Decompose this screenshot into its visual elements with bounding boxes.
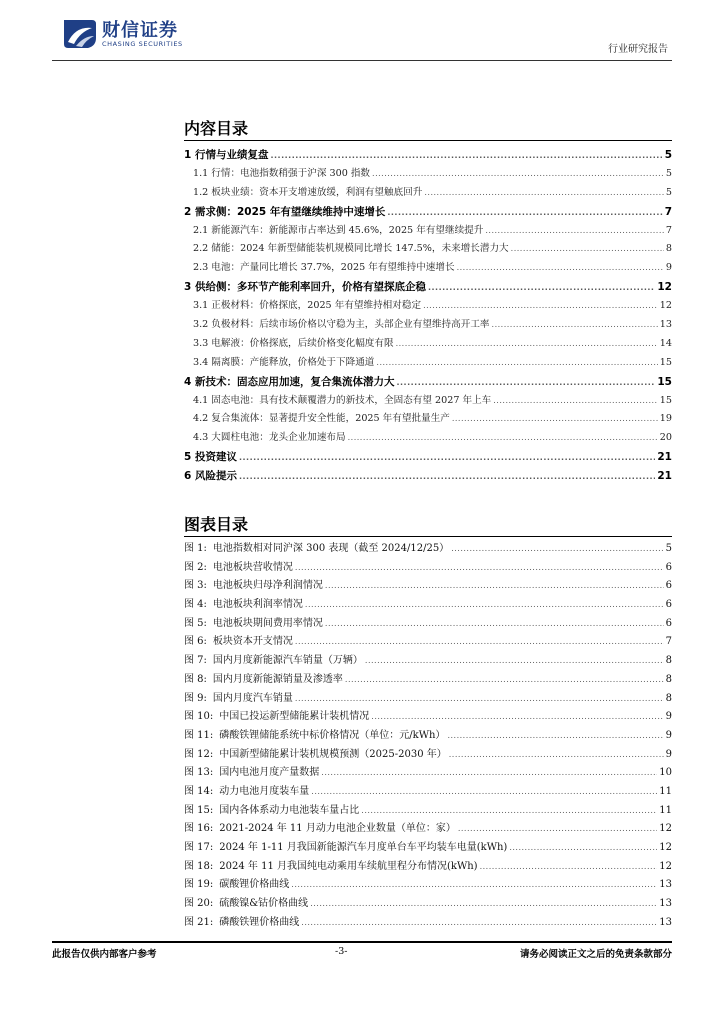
figure-entry[interactable] xyxy=(184,708,672,727)
figure-entry-page: 11 xyxy=(659,804,672,816)
figures-title: 图表目录 xyxy=(184,515,249,534)
figure-entry-label: 图 18: xyxy=(184,860,214,872)
dot-leader xyxy=(493,392,658,411)
footer-disclaimer-left: 此报告仅供内部客户参考 xyxy=(52,949,157,960)
toc-entry[interactable] xyxy=(184,165,672,184)
figure-entry-page: 6 xyxy=(665,599,672,611)
figure-entry-label: 图 17: xyxy=(184,842,214,853)
figure-entry[interactable] xyxy=(184,596,672,615)
figure-entry-page: 8 xyxy=(665,655,672,667)
figure-entry[interactable] xyxy=(184,633,672,652)
figure-entry-label: 图 16: xyxy=(184,823,214,835)
figure-entry[interactable] xyxy=(184,671,672,690)
figure-entry-label: 图 8: xyxy=(184,673,207,685)
dot-leader xyxy=(291,876,657,895)
toc-entry[interactable] xyxy=(184,240,672,259)
figure-entry[interactable] xyxy=(184,559,672,578)
figure-entry-text: 板块资本开支情况 xyxy=(212,636,293,648)
figure-entry[interactable] xyxy=(184,783,672,802)
toc-title: 内容目录 xyxy=(184,119,249,138)
figure-entry-text: 电池板块利润率情况 xyxy=(212,599,303,611)
figure-entry[interactable] xyxy=(184,839,672,858)
dot-leader xyxy=(509,839,657,858)
dot-leader xyxy=(376,354,657,373)
toc-entry[interactable] xyxy=(184,316,672,335)
toc-entry-page: 8 xyxy=(665,243,672,255)
figure-entry-label: 图 13: xyxy=(184,767,214,779)
figure-entry-label: 图 11: xyxy=(184,729,214,741)
dot-leader xyxy=(458,820,657,839)
toc-entry[interactable] xyxy=(184,373,672,392)
page-header xyxy=(0,0,724,64)
page-number: -3- xyxy=(335,946,348,957)
figure-entry-text: 2024 年 1-11 月我国新能源汽车月度单台车平均装车电量(kWh) xyxy=(219,842,508,853)
dot-leader xyxy=(310,895,657,914)
dot-leader xyxy=(457,259,664,278)
toc-entry[interactable] xyxy=(184,392,672,411)
dot-leader xyxy=(311,783,657,802)
figure-entry-text: 动力电池月度装车量 xyxy=(219,785,310,797)
toc-entry[interactable] xyxy=(184,222,672,241)
figure-entry-page: 8 xyxy=(665,692,672,704)
dot-leader xyxy=(270,147,662,165)
figure-entry-text: 国内月度新能源汽车销量（万辆） xyxy=(212,655,363,667)
figure-entry-label: 图 21: xyxy=(184,916,214,928)
toc-entry-text: 2.1 新能源汽车：新能源市占率达到 45.6%，2025 年有望继续提升 xyxy=(193,224,484,236)
figure-entry-label: 图 10: xyxy=(184,711,214,723)
toc-entry-page: 5 xyxy=(664,149,672,161)
figure-entry-page: 13 xyxy=(659,916,672,928)
figure-entry-page: 8 xyxy=(665,673,672,685)
figure-entry[interactable] xyxy=(184,727,672,746)
dot-leader xyxy=(449,746,664,765)
figure-entry[interactable] xyxy=(184,540,672,559)
toc-entry-text: 3 供给侧：多环节产能利率回升，价格有望探底企稳 xyxy=(184,281,426,294)
figure-entry[interactable] xyxy=(184,876,672,895)
toc-entry-page: 15 xyxy=(659,394,672,406)
dot-leader xyxy=(345,671,664,690)
figure-entry-text: 国内月度新能源销量及渗透率 xyxy=(212,673,343,685)
figure-entry-text: 中国已投运新型储能累计装机情况 xyxy=(219,711,370,723)
header-divider xyxy=(52,60,672,61)
figure-entry-page: 6 xyxy=(665,580,672,592)
table-of-contents xyxy=(184,146,672,486)
figure-entry[interactable] xyxy=(184,690,672,709)
figure-entry-page: 10 xyxy=(659,767,672,779)
figure-entry-page: 12 xyxy=(659,860,672,872)
toc-entry-page: 15 xyxy=(659,356,672,368)
toc-entry-text: 3.4 隔离膜：产能释放，价格处于下降通道 xyxy=(193,356,375,368)
toc-entry-text: 4 新技术：固态应用加速，复合集流体潜力大 xyxy=(184,375,395,388)
dot-leader xyxy=(451,540,663,559)
dot-leader xyxy=(325,577,664,596)
dot-leader xyxy=(511,240,664,259)
dot-leader xyxy=(485,222,664,241)
dot-leader xyxy=(348,429,658,448)
dot-leader xyxy=(423,297,658,316)
figure-entry-page: 12 xyxy=(659,842,672,853)
toc-entry-text: 3.2 负极材料：后续市场价格以守稳为主，头部企业有望维持高开工率 xyxy=(193,319,490,331)
figure-entry-page: 9 xyxy=(665,748,672,760)
figure-entry-page: 13 xyxy=(659,879,672,891)
figure-entry-page: 12 xyxy=(659,823,672,835)
figure-entry-label: 图 1: xyxy=(184,543,207,554)
figure-entry[interactable] xyxy=(184,858,672,877)
figure-entry-page: 13 xyxy=(659,898,672,910)
figure-entry-text: 碳酸锂价格曲线 xyxy=(219,879,290,891)
toc-entry-text: 2.3 电池：产量同比增长 37.7%，2025 年有望维持中速增长 xyxy=(193,262,455,274)
figure-entry-text: 2024 年 11 月我国纯电动乘用车续航里程分布情况(kWh) xyxy=(219,860,478,872)
toc-entry-page: 12 xyxy=(659,300,672,312)
dot-leader xyxy=(305,596,664,615)
dot-leader xyxy=(480,858,658,877)
toc-entry-text: 6 风险提示 xyxy=(184,470,237,483)
figure-entry-label: 图 5: xyxy=(184,617,207,629)
figure-entry[interactable] xyxy=(184,895,672,914)
company-logo xyxy=(62,16,182,52)
footer-disclaimer-right: 请务必阅读正文之后的免责条款部分 xyxy=(519,949,672,960)
toc-entry-text: 4.3 大圆柱电池：龙头企业加速布局 xyxy=(193,432,346,444)
dot-leader xyxy=(396,335,658,354)
dot-leader xyxy=(428,279,655,297)
toc-entry-text: 1.1 行情：电池指数稍强于沪深 300 指数 xyxy=(193,167,371,179)
dot-leader xyxy=(325,615,664,634)
toc-entry-page: 19 xyxy=(659,413,672,425)
toc-entry[interactable] xyxy=(184,297,672,316)
dot-leader xyxy=(321,764,657,783)
toc-entry[interactable] xyxy=(184,354,672,373)
toc-entry-page: 15 xyxy=(657,375,672,388)
dot-leader xyxy=(295,690,664,709)
dot-leader xyxy=(452,410,658,429)
toc-entry[interactable] xyxy=(184,410,672,429)
list-of-figures xyxy=(184,540,672,932)
dot-leader xyxy=(372,165,664,184)
toc-entry[interactable] xyxy=(184,429,672,448)
toc-entry-text: 4.2 复合集流体：显著提升安全性能，2025 年有望批量生产 xyxy=(193,413,450,425)
toc-entry[interactable] xyxy=(184,146,672,165)
dot-leader xyxy=(365,652,664,671)
figures-title-rule xyxy=(184,536,672,537)
toc-entry-page: 21 xyxy=(657,451,672,464)
brand-name-cn: 财信证券 xyxy=(102,20,178,41)
toc-entry[interactable] xyxy=(184,259,672,278)
dot-leader xyxy=(361,802,657,821)
footer-divider xyxy=(52,941,672,943)
figure-entry-text: 电池板块归母净利润情况 xyxy=(212,580,323,592)
figure-entry-page: 6 xyxy=(665,561,672,573)
toc-entry-page: 7 xyxy=(665,224,672,236)
toc-entry-page: 20 xyxy=(659,432,672,444)
figure-entry-text: 电池指数相对同沪深 300 表现（截至 2024/12/25） xyxy=(212,543,450,554)
figure-entry-text: 磷酸铁锂储能系统中标价格情况（单位：元/kWh） xyxy=(219,729,446,741)
report-type: 行业研究报告 xyxy=(608,44,668,55)
toc-entry-page: 12 xyxy=(657,281,672,294)
toc-entry-page: 13 xyxy=(659,319,672,331)
figure-entry-text: 电池板块期间费用率情况 xyxy=(212,617,323,629)
toc-entry-page: 5 xyxy=(665,186,672,198)
dot-leader xyxy=(301,914,657,933)
figure-entry-label: 图 4: xyxy=(184,599,207,611)
figure-entry-text: 磷酸铁锂价格曲线 xyxy=(219,916,300,928)
figure-entry-page: 11 xyxy=(659,785,672,797)
toc-entry-page: 14 xyxy=(659,337,672,349)
toc-title-rule xyxy=(184,140,672,141)
toc-entry-text: 3.3 电解液：价格探底，后续价格变化幅度有限 xyxy=(193,337,394,349)
logo-mark-icon xyxy=(62,16,98,50)
toc-entry[interactable] xyxy=(184,203,672,222)
dot-leader xyxy=(492,316,658,335)
figure-entry-label: 图 14: xyxy=(184,785,214,797)
figure-entry[interactable] xyxy=(184,577,672,596)
dot-leader xyxy=(295,633,664,652)
figure-entry-text: 电池板块营收情况 xyxy=(212,561,293,573)
figure-entry[interactable] xyxy=(184,802,672,821)
toc-entry-text: 4.1 固态电池：具有技术颠覆潜力的新技术，全固态有望 2027 年上车 xyxy=(193,394,492,406)
toc-entry[interactable] xyxy=(184,278,672,297)
figure-entry[interactable] xyxy=(184,914,672,933)
brand-name-en: CHASING SECURITIES xyxy=(102,40,183,48)
figure-entry-page: 6 xyxy=(665,617,672,629)
figure-entry-page: 5 xyxy=(665,543,672,554)
dot-leader xyxy=(239,468,655,486)
figure-entry-label: 图 15: xyxy=(184,804,214,816)
toc-entry[interactable] xyxy=(184,448,672,467)
figure-entry-label: 图 2: xyxy=(184,561,207,573)
figure-entry-label: 图 19: xyxy=(184,879,214,891)
dot-leader xyxy=(424,184,664,203)
figure-entry[interactable] xyxy=(184,652,672,671)
toc-entry[interactable] xyxy=(184,335,672,354)
dot-leader xyxy=(295,559,664,578)
figure-entry[interactable] xyxy=(184,615,672,634)
toc-entry[interactable] xyxy=(184,467,672,486)
figure-entry-text: 国内月度汽车销量 xyxy=(212,692,293,704)
toc-entry-text: 1 行情与业绩复盘 xyxy=(184,149,269,161)
toc-entry-page: 5 xyxy=(665,167,672,179)
dot-leader xyxy=(239,449,655,467)
figure-entry[interactable] xyxy=(184,746,672,765)
figure-entry-text: 国内各体系动力电池装车量占比 xyxy=(219,804,360,816)
figure-entry-label: 图 9: xyxy=(184,692,207,704)
figure-entry-text: 国内电池月度产量数据 xyxy=(219,767,320,779)
dot-leader xyxy=(371,708,663,727)
toc-entry[interactable] xyxy=(184,184,672,203)
figure-entry-label: 图 7: xyxy=(184,655,207,667)
figure-entry[interactable] xyxy=(184,764,672,783)
toc-entry-text: 3.1 正极材料：价格探底，2025 年有望维持相对稳定 xyxy=(193,300,422,312)
figure-entry-label: 图 3: xyxy=(184,580,207,592)
dot-leader xyxy=(447,727,663,746)
dot-leader xyxy=(387,204,662,222)
toc-entry-text: 5 投资建议 xyxy=(184,451,237,464)
toc-entry-text: 2.2 储能：2024 年新型储能装机规模同比增长 147.5%，未来增长潜力大 xyxy=(193,243,509,255)
figure-entry-label: 图 12: xyxy=(184,748,214,760)
figure-entry-label: 图 20: xyxy=(184,898,214,910)
figure-entry-text: 2021-2024 年 11 月动力电池企业数量（单位：家） xyxy=(219,823,456,835)
figure-entry[interactable] xyxy=(184,820,672,839)
figure-entry-page: 9 xyxy=(665,711,672,723)
toc-entry-page: 21 xyxy=(657,470,672,483)
figure-entry-text: 中国新型储能累计装机规模预测（2025-2030 年） xyxy=(219,748,447,760)
figure-entry-text: 硫酸镍&钴价格曲线 xyxy=(219,898,309,910)
figure-entry-label: 图 6: xyxy=(184,636,207,648)
toc-entry-page: 7 xyxy=(664,205,672,218)
figure-entry-page: 7 xyxy=(665,636,672,648)
figure-entry-page: 9 xyxy=(665,729,672,741)
dot-leader xyxy=(396,374,655,392)
toc-entry-text: 1.2 板块业绩：资本开支增速放缓，利润有望触底回升 xyxy=(193,186,423,198)
toc-entry-page: 9 xyxy=(665,262,672,274)
toc-entry-text: 2 需求侧：2025 年有望继续维持中速增长 xyxy=(184,205,386,218)
